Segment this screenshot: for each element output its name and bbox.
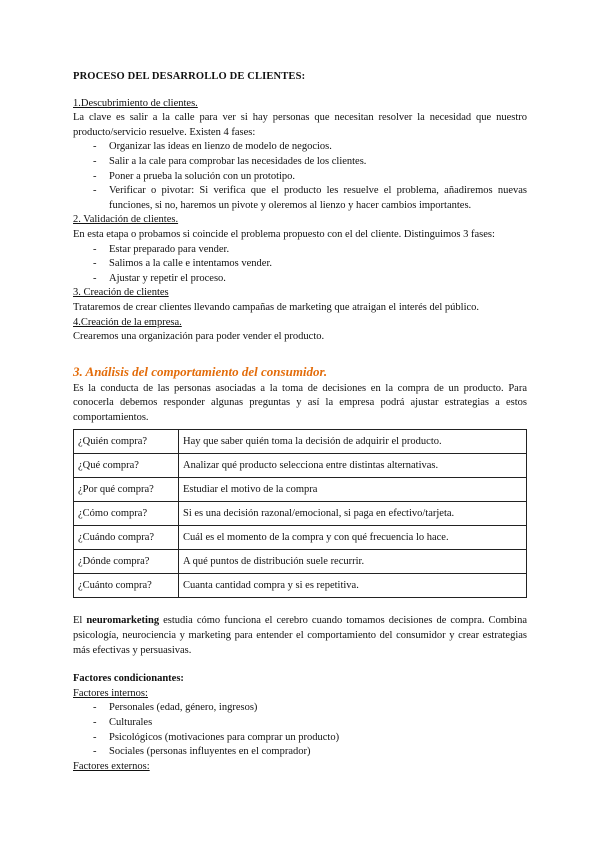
table-question: ¿Dónde compra? xyxy=(74,550,179,574)
page-title: PROCESO DEL DESARROLLO DE CLIENTES: xyxy=(73,71,306,82)
table-row xyxy=(74,502,527,526)
factors-title: Factores condicionantes: xyxy=(73,673,184,685)
list-item: - Sociales (personas influyentes en el comprador) xyxy=(93,745,527,760)
table-question: ¿Por qué compra? xyxy=(74,478,179,502)
table-answer: Cuál es el momento de la compra y con qué frecuencia lo hace. xyxy=(179,526,527,550)
neuromarketing-paragraph xyxy=(73,614,527,658)
section-4-text: Crearemos una organización para poder vender el producto. xyxy=(73,331,325,343)
list-item: - Estar preparado para vender. xyxy=(93,243,527,258)
section-4-title: 4.Creación de la empresa. xyxy=(73,316,182,328)
section-3-title: 3. Creación de clientes xyxy=(73,287,169,299)
list-item: - Poner a prueba la solución con un prototipo. xyxy=(93,170,527,185)
document-page xyxy=(73,70,527,774)
table-row xyxy=(74,430,527,454)
table-answer: Analizar qué producto selecciona entre distintas alternativas. xyxy=(179,454,527,478)
table-row xyxy=(74,478,527,502)
neuro-text-post: estudia cómo funciona el cerebro cuando tomamos decisiones de compra. Combina psicología, neurociencia y marketing para entender el comportamiento del consumidor y crear estrategias más efectivas y persuasivas. xyxy=(73,615,527,656)
table-question: ¿Cómo compra? xyxy=(74,502,179,526)
list-item: - Salimos a la calle e intentamos vender. xyxy=(93,257,527,272)
table-row xyxy=(74,526,527,550)
analysis-intro: Es la conducta de las personas asociadas a la toma de decisiones en la compra de un producto. Para conocerla debemos responder algunas preguntas y así la empresa podrá ajustar estrategias a estos comportamientos. xyxy=(73,382,527,423)
table-row xyxy=(74,454,527,478)
table-answer: Hay que saber quién toma la decisión de adquirir el producto. xyxy=(179,430,527,454)
table-question: ¿Cuánto compra? xyxy=(74,574,179,598)
behaviour-table xyxy=(73,429,527,598)
section-2-text: En esta etapa o probamos si coincide el problema propuesto con el del cliente. Distinguimos 3 fases: xyxy=(73,228,495,240)
internal-factors-list xyxy=(73,701,527,759)
neuro-text-pre: El xyxy=(73,615,87,627)
table-question: ¿Quién compra? xyxy=(74,430,179,454)
table-answer: Estudiar el motivo de la compra xyxy=(179,478,527,502)
section-2-list xyxy=(73,243,527,287)
list-item: - Psicológicos (motivaciones para comprar un producto) xyxy=(93,731,527,746)
list-item: - Personales (edad, género, ingresos) xyxy=(93,701,527,716)
section-3-text: Trataremos de crear clientes llevando campañas de marketing que atraigan el interés del público. xyxy=(73,301,480,313)
list-item: - Organizar las ideas en lienzo de modelo de negocios. xyxy=(93,140,527,155)
table-row xyxy=(74,550,527,574)
list-item: - Culturales xyxy=(93,716,527,731)
section-2-title: 2. Validación de clientes. xyxy=(73,214,179,226)
neuro-keyword: neuromarketing xyxy=(86,615,160,627)
section-1-title: 1.Descubrimiento de clientes. xyxy=(73,97,198,109)
analysis-heading: 3. Análisis del comportamiento del consumidor. xyxy=(73,363,328,379)
list-item: - Ajustar y repetir el proceso. xyxy=(93,272,527,287)
table-answer: A qué puntos de distribución suele recurrir. xyxy=(179,550,527,574)
list-item: - Salir a la cale para comprobar las necesidades de los clientes. xyxy=(93,155,527,170)
table-answer: Si es una decisión razonal/emocional, si paga en efectivo/tarjeta. xyxy=(179,502,527,526)
table-question: ¿Qué compra? xyxy=(74,454,179,478)
table-question: ¿Cuándo compra? xyxy=(74,526,179,550)
section-1-text: La clave es salir a la calle para ver si hay personas que necesitan resolver la necesidad que nuestro producto/servicio resuelve. Existen 4 fases: xyxy=(73,112,527,138)
table-answer: Cuanta cantidad compra y si es repetitiva. xyxy=(179,574,527,598)
internal-factors-title: Factores internos: xyxy=(73,687,148,699)
external-factors-title: Factores externos: xyxy=(73,760,150,772)
list-item: - Verificar o pivotar: Si verifica que el producto les resuelve el problema, añadiremos nuevas funciones, si no, haremos un pivote y oleremos al lienzo y hacer cambios importantes. xyxy=(93,184,527,213)
section-1-list xyxy=(73,140,527,213)
table-row xyxy=(74,574,527,598)
